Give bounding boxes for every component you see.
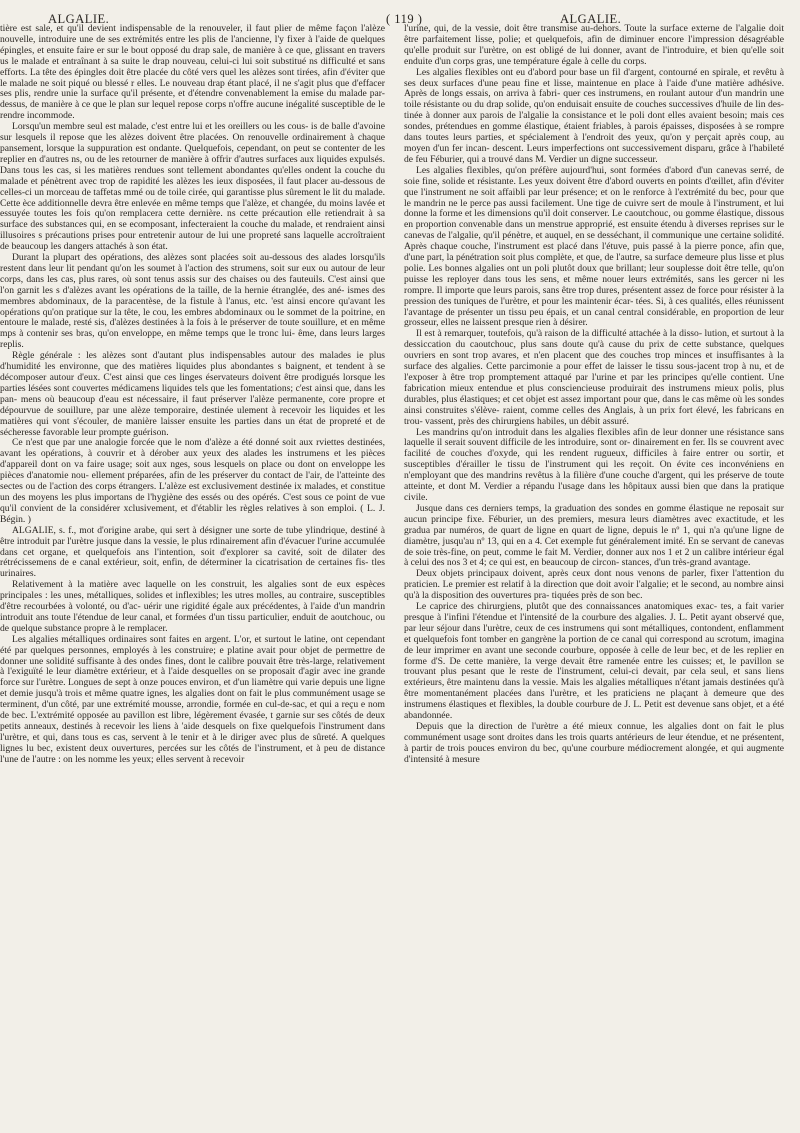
paragraph: Durant la plupart des opérations, des alèzes sont placées soit au-dessous des alades lorsqu'ils restent dans leur lit pendant qu'on les soumet à l'action des strumens, soit sur eux ou autour de leur corps, dans les cas, plus rares, où sont tenus assis sur des chaises ou des fauteuils. C'est ainsi que l'on garnit les s d'alèzes avant les opérations de la taille, de la hernie étranglée, des ané- ismes des membres abdominaux, de la paracentèse, de la fistule à l'anus, etc. 'est ainsi encore qu'avant les opérations qu'on pratique sur la tête, le cou, les embres abdominaux ou le sommet de la poitrine, en entoure le malade, resté sis, d'alèzes destinées à la fois à le préserver de toute souillure, et en même mps à contenir ses bras, qu'on enveloppe, en même temps que le tronc lui- ême, dans leurs larges replis. xyxy=(0,252,385,351)
paragraph: Les mandrins qu'on introduit dans les algalies flexibles afin de leur donner une résistance sans laquelle il serait souvent difficile de les introduire, sont or- dinairement en fer. Ils se couvrent avec facilité de couches d'oxyde, qui les rendent rugueux, difficiles à faire entrer ou sortir, et susceptibles d'érailler le tissu de l'instrument qui les reçoit. On évite ces inconvéniens en n'employant que des mandrins revêtus à la filière d'une couche d'argent, qui les préserve de toute atteinte, et dont M. Verdier a répandu l'usage dans les hôpitaux aussi bien que dans la pratique civile. xyxy=(404,426,784,503)
paragraph: Deux objets principaux doivent, après ceux dont nous venons de parler, fixer l'attention du praticien. Le premier est relatif à la direction que doit avoir l'algalie; et le second, au nombre ainsi qu'à la disposition des ouvertures pra- tiquées près de son bec. xyxy=(404,568,784,602)
paragraph: Il est à remarquer, toutefois, qu'à raison de la difficulté attachée à la disso- lution, et surtout à la dessiccation du caoutchouc, plus sans doute qu'à cause du prix de cette substance, quelques ouvriers en sont trop avares, et n'en placent que des couches trop minces et insuffisantes à la surface des algalies. Cette parcimonie a pour effet de laisser le tissu sous-jacent trop à nu, et de l'exposer à être trop promptement attaqué par l'urine et par les principes qu'elle contient. Une fabrication mieux entendue et plus consciencieuse produirait des instrumens mieux polis, plus durables, plus élastiques; et cet objet est assez important pour que, dans le cas même où les sondes ainsi construites s'élève- raient, comme celles des Anglais, à un prix fort élevé, les fabricans en trou- vassent, près des chirurgiens habiles, un débit assuré. xyxy=(404,328,784,427)
paragraph: Les algalies flexibles, qu'on préfère aujourd'hui, sont formées d'abord d'un canevas serré, de soie fine, solide et résistante. Les yeux doivent être d'abord ouverts en points d'œillet, afin d'éviter que l'instrument ne soit affaibli par leur présence; et on le renforce à l'extrémité du bec, pour que le mandrin ne le perce pas aussi facilement. Une tige de cuivre sert de moule à l'instrument, et lui donne la forme et les dimensions qu'il doit conserver. Le caoutchouc, ou gomme élastique, dissous en proportion convenable dans un menstrue approprié, est ensuite étendu à diverses reprises sur le canevas de l'algalie, qu'il pénètre, et auquel, en se desséchant, il communique une certaine solidité. Après chaque couche, l'instrument est placé dans l'étuve, puis passé à la pierre ponce, afin que, d'une part, la pénétration soit plus complète, et que, de l'autre, sa surface demeure plus lisse et plus polie. Les bonnes algalies ont un poli plutôt doux que brillant; leur souplesse doit être telle, qu'on puisse les reployer dans tous les sens, et même nouer leurs extrémités, sans les gercer ni les rompre. Il importe que leurs parois, sans être trop dures, présentent assez de force pour résister à la pression des tuniques de l'urètre, et pour les maintenir écar- tées. Si, à ces qualités, elles réunissent l'avantage de présenter un tissu peu épais, et un canal central considérable, en proportion de leur grosseur, elles ne laissent presque rien à désirer. xyxy=(404,164,784,329)
paragraph: l'urine, qui, de la vessie, doit être transmise au-dehors. Toute la surface externe de l'algalie doit être parfaitement lisse, polie; et quelquefois, afin de diminuer encore l'impression désagréable qu'elle produit sur l'urètre, on est obligé de lui donner, avant de l'introduire, et bien qu'elle soit enduite d'un corps gras, une température égale à celle du corps. xyxy=(404,24,784,67)
header-right-title: ALGALIE. xyxy=(560,12,622,26)
paragraph: Les algalies flexibles ont eu d'abord pour base un fil d'argent, contourné en spirale, et revêtu à ses deux surfaces d'une peau fine et lisse, maintenue en place à l'aide d'une matière adhésive. Après de longs essais, on arriva à fabri- quer ces instrumens, en roulant autour d'un mandrin une toile résistante ou du drap solide, qu'on enduisait ensuite de couches successives d'huile de lin des- tinée à donner aux parois de l'algalie la consistance et le poli dont elles avaient besoin; mais ces sondes, prétendues en gomme élastique, étaient friables, à parois épaisses, disposées à se rompre dans toutes leurs parties, et spécialement à l'endroit des yeux, qu'on y perçait après coup, au moyen d'un fer incan- descent. Leurs imperfections ont successivement disparu, grâce à l'habileté de feu Féburier, qui a trouvé dans M. Verdier un digne successeur. xyxy=(404,66,784,165)
paragraph: Règle générale : les alèzes sont d'autant plus indispensables autour des malades ie plus d'humidité les environne, que des matières liquides plus abondantes s baignent, et tendent à se décomposer autour d'eux. C'est ainsi que ces linges éservateurs doivent être prodigués lorsque les parties lésées sont couvertes médicamens liquides tels que les fomentations; c'est ainsi que, dans les pan- mens où beaucoup d'eau est nécessaire, il faut préserver l'alèze permanente, core propre et dépourvue de souillure, par une alèze temporaire, destinée ulement à recevoir les liquides et les matières qui vont s'écouler, de manière laisser ensuite les parties dans un état de propreté et de sécheresse favorable leur prompte guérison. xyxy=(0,350,385,438)
paragraph: Les algalies métalliques ordinaires sont faites en argent. L'or, et surtout le latine, ont cependant été par quelques personnes, employés à les construire; e platine avait pour objet de permettre de donner une solidité suffisante à des ondes fines, dont le calibre pouvait être très-large, relativement à l'exiguïté le leur diamètre extérieur, et à l'aide desquelles on se proposait d'agir avec ine grande force sur l'urètre. Longues de sept à onze pouces environ, et d'un liamètre qui varie depuis une ligne et demie jusqu'à trois et même quatre ignes, les algalies dont on fait le plus communément usage se terminent, d'un côté, par une extrémité mousse, arrondie, formée en cul-de-sac, et qui a reçu e nom de bec. L'extrémité opposée au pavillon est libre, légèrement évasée, t garnie sur ses côtés de deux petits anneaux, destinés à recevoir les liens à 'aide desquels on fixe quelquefois l'instrument dans l'urètre, et qui, dans tous es cas, servent à le tenir et à le diriger avec plus de sûreté. A quelques lignes lu bec, existent deux ouvertures, percées sur les côtés de l'instrument, et à peu de distance l'une de l'autre : on les nomme les yeux; elles servent à recevoir xyxy=(0,633,385,765)
paragraph: Relativement à la matière avec laquelle on les construit, les algalies sont de eux espèces principales : les unes, métalliques, solides et inflexibles; les utres molles, au contraire, susceptibles d'être recourbées à volonté, ou d'ac- uérir une rigidité égale aux précédentes, à l'aide d'un mandrin introduit ans toute l'étendue de leur canal, et formées d'un tissu particulier, enduit de aoutchouc, ou de quelque substance propre à le remplacer. xyxy=(0,579,385,634)
page-number: ( 119 ) xyxy=(386,12,423,26)
paragraph: Le caprice des chirurgiens, plutôt que des connaissances anatomiques exac- tes, a fait varier presque à l'infini l'étendue et l'intensité de la courbure des algalies. J. L. Petit ayant observé que, par leur séjour dans l'urètre, ceux de ces instrumens qui sont métalliques, contondent, enflamment et quelquefois font tomber en gangrène la portion de ce canal qui correspond au scrotum, imagina de leur imprimer en avant une seconde courbure, opposée à celle de leur bec, et de les replier en forme d'S. De cette manière, la verge devait être ramenée entre les cuisses; et, le pavillon se trouvant plus pesant que le reste de l'instrument, celui-ci devait, par cela seul, et sans liens extérieurs, être maintenu dans la vessie. Mais les algalies métalliques n'étant jamais destinées qu'à être momentanément placées dans l'urètre, et les praticiens ne plaçant à demeure que des instrumens élastiques et flexibles, la double courbure de J. L. Petit est devenue sans objet, et a été abandonnée. xyxy=(404,601,784,722)
header-left-title: ALGALIE. xyxy=(48,12,110,26)
paragraph: Ce n'est que par une analogie forcée que le nom d'alèze a été donné soit aux rviettes destinées, avant les opérations, à couvrir et à dérober aux yeux des alades les instrumens et les pièces d'appareil dont on va faire usage; soit aux nges, sous lesquels on place ou dont on enveloppe les pièces d'anatomie nou- ellement préparées, afin de les préserver du contact de l'air, de l'atteinte des sectes ou de l'action des corps étrangers. L'alèze est exclusivement destinée ix malades, et constitue un des moyens les plus importans de l'hygiène des essés ou des opérés. C'est sous ce point de vue qu'il convient de la considérer xclusivement, et d'établir les règles relatives à son emploi. ( L. J. Bégin. ) xyxy=(0,437,385,525)
paragraph: ALGALIE, s. f., mot d'origine arabe, qui sert à désigner une sorte de tube ylindrique, destiné à être introduit par l'urètre jusque dans la vessie, le plus rdinairement afin d'évacuer l'urine accumulée dans cet organe, et quelquefois ans l'intention, soit d'explorer sa cavité, soit de dilater des rétrécissemens de e canal extérieur, soit, enfin, de déterminer la cicatrisation de certaines fis- tles urinaires. xyxy=(0,524,385,580)
right-column xyxy=(404,24,784,1124)
text-columns xyxy=(0,24,800,1124)
paragraph: Depuis que la direction de l'urètre a été mieux connue, les algalies dont on fait le plus communément usage sont droites dans les trois quarts antérieurs de leur étendue, et ne présentent, à partir de trois pouces environ du bec, qu'une courbure médiocrement alongée, et qui augmente d'intensité à mesure xyxy=(404,721,784,765)
paragraph: tière est sale, et qu'il devient indispensable de la renouveler, il faut plier de même façon l'alèze nouvelle, introduire une de ses extrémités entre les plis de l'ancienne, l'y fixer à l'aide de quelques épingles, et ensuite faire er sur le bout opposé du drap sale, de manière à ce que, glissant en travers us le malade et entraînant à sa suite le drap nouveau, celui-ci lui soit substitué ns difficulté et sans efforts. La tête des épingles doit être placée du côté vers quel les alèzes sont tirées, afin d'éviter que le malade ne soit piqué ou blessé r elles. Le nouveau drap étant placé, il ne s'agit plus que d'effacer ses plis, rendre unie la surface qu'il présente, et d'étendre convenablement la emise du malade par-dessus, de manière à ce que le plan sur lequel repose corps n'offre aucune inégalité susceptible de le rendre incommode. xyxy=(0,24,385,122)
left-column xyxy=(0,24,385,1124)
paragraph: Lorsqu'un membre seul est malade, c'est entre lui et les oreillers ou les cous- is de balle d'avoine sur lesquels il repose que les alèzes doivent être placées. On renouvelle ordinairement à chaque pansement, lorsque la suppuration est ondante. Quelquefois, cependant, on peut se contenter de les replier en d'autres ns, ou de les retourner de manière à offrir d'autres surfaces aux liquides expulsés. Dans tous les cas, si les matières rendues sont tellement abondantes qu'elles ondent la couche du malade et pénètrent avec trop de rapidité les alèzes les ieux disposées, il faut placer au-dessous de celles-ci un morceau de taffetas mmé ou de toile cirée, qui garantisse plus sûrement le lit du malade. Cette èce additionnelle devra être enlevée en même temps que l'alèze, et changée, du moins lavée et essuyée toutes les fois qu'on remplacera cette dernière. ns cette précaution elle retiendrait à sa surface des substances qui, en se ecomposant, infecteraient la couche du malade, et rendraient ainsi illusoires s précautions prises pour entretenir autour de lui une propreté sans laquelle accroîtraient de beaucoup les dangers attachés à son état. xyxy=(0,121,385,253)
paragraph: Jusque dans ces derniers temps, la graduation des sondes en gomme élastique ne reposait sur aucun principe fixe. Féburier, un des premiers, mesura leurs diamètres avec exactitude, et les gradua par numéros, de quart de ligne en quart de ligne, depuis le nº 1, qui n'a qu'une ligne de diamètre, jusqu'au nº 13, qui en a 4. Cet exemple fut généralement imité. En se servant de canevas de soie très-fine, on peut, comme le fait M. Verdier, donner aux nos 1 et 2 un calibre intérieur égal à celui des nos 3 et 4; ce qui est, en beaucoup de circon- stances, d'un très-grand avantage. xyxy=(404,502,784,569)
